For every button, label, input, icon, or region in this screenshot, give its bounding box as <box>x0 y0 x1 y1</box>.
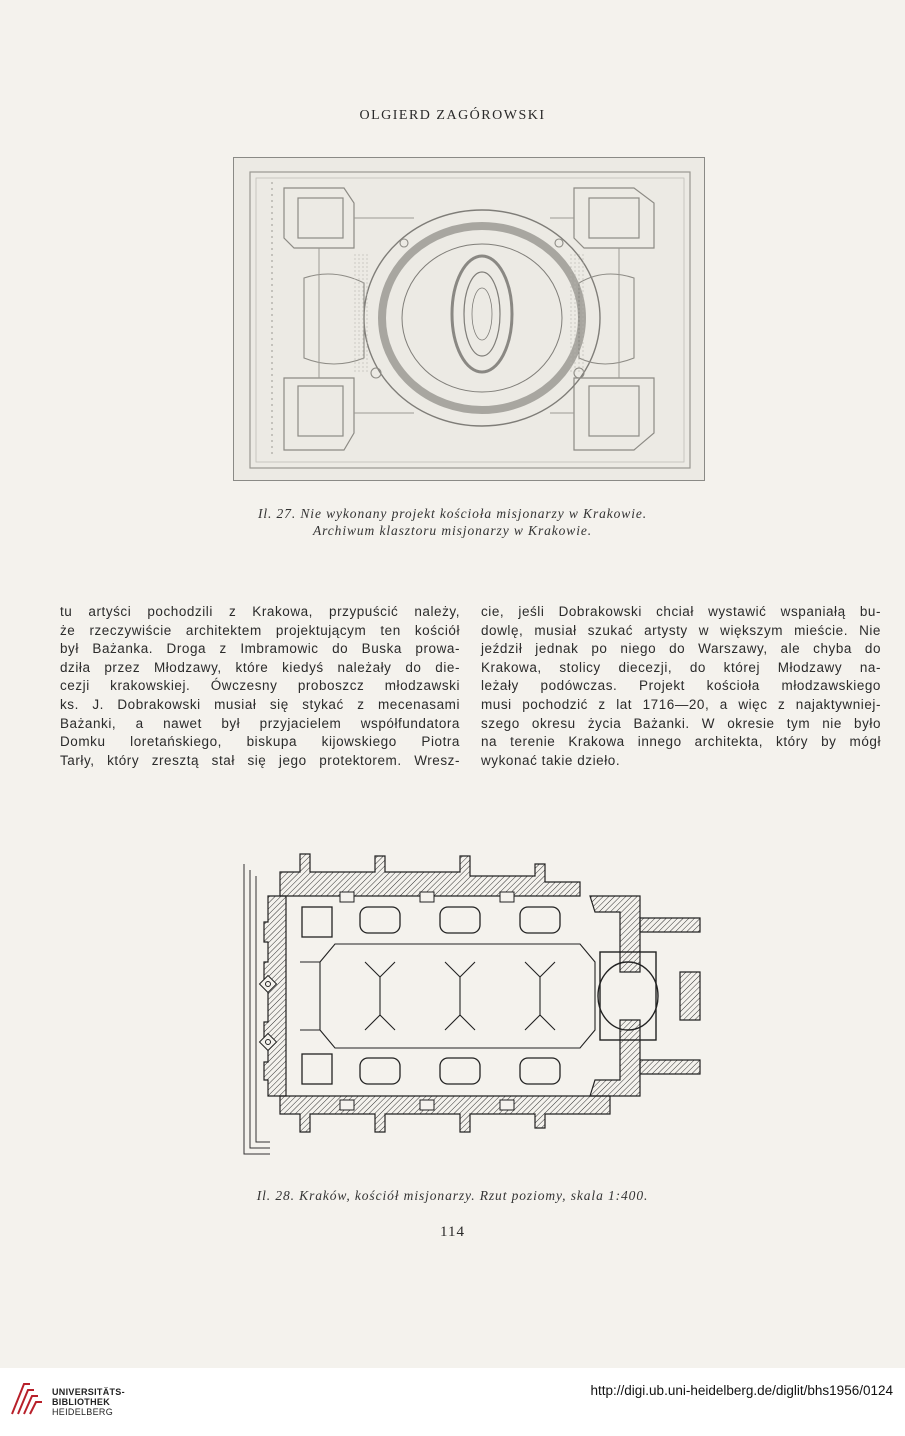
source-url-link[interactable]: http://digi.ub.uni-heidelberg.de/diglit/bhs1956/0124 <box>590 1383 893 1398</box>
figure-28-floor-plan <box>240 852 704 1158</box>
library-name-line2: BIBLIOTHEK <box>52 1397 110 1407</box>
text-line: Bażanki, a nawet był przyjacielem współfundatora <box>60 715 460 731</box>
text-column-right <box>481 603 881 770</box>
text-line: wykonać takie dzieło. <box>481 752 621 768</box>
page-number: 114 <box>440 1224 465 1240</box>
text-line: tu artyści pochodzili z Krakowa, przypuścić należy, <box>60 604 460 619</box>
figure-28-caption: Il. 28. Kraków, kościół misjonarzy. Rzut poziomy, skala 1:400. <box>256 1188 649 1203</box>
text-line: leżały podówczas. Projekt kościoła młodzawskiego <box>481 678 881 694</box>
text-line: cie, jeśli Dobrakowski chciał wystawić wspaniałą bu- <box>481 604 881 619</box>
text-line: że rzeczywiście architektem projektującym ten kościół <box>60 622 460 638</box>
running-head: OLGIERD ZAGÓROWSKI <box>359 108 546 123</box>
text-line: był Bażanka. Droga z Imbramowic do Buska prowa- <box>60 641 460 657</box>
figure-27-caption <box>0 505 905 539</box>
library-name <box>52 1387 125 1417</box>
figure-27-caption-line2: Archiwum klasztoru misjonarzy w Krakowie. <box>312 523 593 538</box>
library-name-line3: HEIDELBERG <box>52 1407 114 1417</box>
text-line: cezji krakowskiej. Ówczesny proboszcz młodzawski <box>60 678 460 694</box>
text-line: na terenie Krakowa innego architekta, który by mógł <box>481 734 881 750</box>
text-line: szego okresu życia Bażanki. W okresie tym nie było <box>481 715 881 731</box>
text-line: dowlę, musiał szukać artysty w większym mieście. Nie <box>481 622 881 638</box>
text-line: Tarły, który zresztą stał się jego protektorem. Wresz- <box>60 752 460 768</box>
library-logo-icon[interactable] <box>8 1378 48 1418</box>
text-line: Domku loretańskiego, biskupa kijowskiego Piotra <box>60 734 460 750</box>
text-line: musi pochodzić z lat 1716—20, a więc z najaktywniej- <box>481 696 881 712</box>
digitization-footer <box>0 1368 905 1436</box>
text-line: dziła przez Młodzawy, które kiedyś należały do die- <box>60 659 460 675</box>
text-line: Krakowa, stolicy diecezji, do której Młodzawy na- <box>481 659 881 675</box>
text-line: ks. J. Dobrakowski musiał się stykać z mecenasami <box>60 696 460 712</box>
library-name-line1: UNIVERSITÄTS- <box>52 1387 125 1397</box>
text-column-left <box>60 603 460 770</box>
figure-27-plan-drawing <box>233 157 705 481</box>
text-line: jeździł jednak po niego do Warszawy, ale chyba do <box>481 641 881 657</box>
figure-27-caption-line1: Il. 27. Nie wykonany projekt kościoła misjonarzy w Krakowie. <box>257 506 648 521</box>
